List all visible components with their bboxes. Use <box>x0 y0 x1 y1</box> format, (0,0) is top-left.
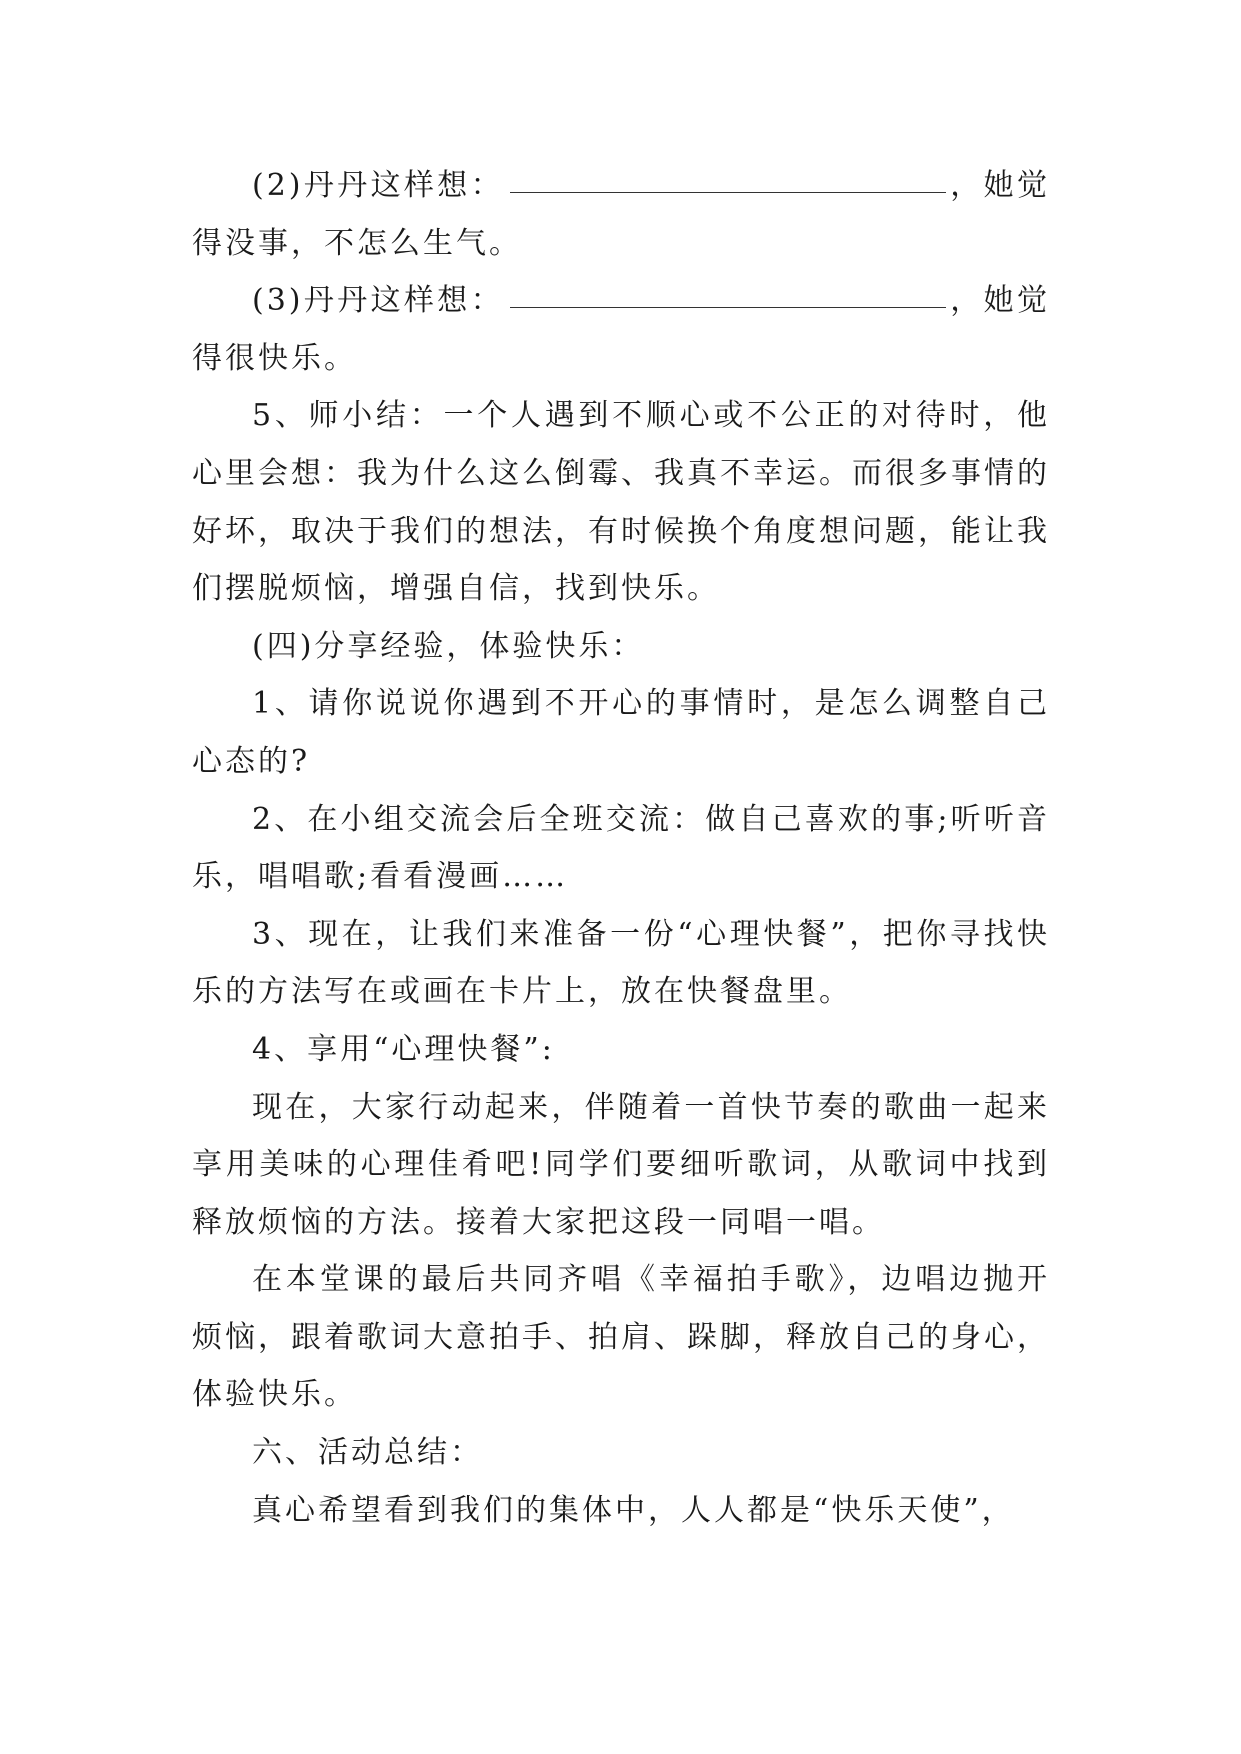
paragraph-fill-in-2 <box>192 157 1050 272</box>
paragraph-text-lead: (2)丹丹这样想： <box>252 168 504 203</box>
fill-in-blank <box>510 191 946 193</box>
document-body <box>192 157 1050 1539</box>
section-heading-activity-summary: 六、活动总结： <box>252 1435 483 1471</box>
paragraph-item-4: 4、享用“心理快餐”: <box>252 1031 555 1067</box>
paragraph-text-tail: ，她觉得没事，不怎么生气。 <box>192 168 1051 261</box>
paragraph-text-tail: ，她觉得很快乐。 <box>192 283 1051 376</box>
paragraph-fill-in-3 <box>192 272 1050 387</box>
paragraph-teacher-summary: 5、师小结：一个人遇到不顺心或不公正的对待时，他心里会想：我为什么这么倒霉、我真不幸运。而很多事情的好坏，取决于我们的想法，有时候换个角度想问题，能让我们摆脱烦恼，增强自信，找到快乐。 <box>192 398 1050 607</box>
paragraph-text-lead: (3)丹丹这样想： <box>252 283 504 319</box>
paragraph-final-wish: 真心希望看到我们的集体中，人人都是“快乐天使”， <box>252 1492 1015 1528</box>
paragraph-closing-song: 在本堂课的最后共同齐唱《幸福拍手歌》，边唱边抛开烦恼，跟着歌词大意拍手、拍肩、跺脚，释放自己的身心，体验快乐。 <box>192 1262 1050 1413</box>
paragraph-song-activity: 现在，大家行动起来，伴随着一首快节奏的歌曲一起来享用美味的心理佳肴吧!同学们要细听歌词，从歌词中找到释放烦恼的方法。接着大家把这段一同唱一唱。 <box>192 1089 1050 1240</box>
section-heading-share-experience: (四)分享经验，体验快乐： <box>252 628 645 664</box>
paragraph-item-2: 2、在小组交流会后全班交流：做自己喜欢的事;听听音乐，唱唱歌;看看漫画…… <box>192 801 1050 895</box>
paragraph-item-3: 3、现在，让我们来准备一份“心理快餐”，把你寻找快乐的方法写在或画在卡片上，放在快餐盘里。 <box>192 916 1050 1010</box>
fill-in-blank <box>510 306 946 308</box>
paragraph-item-1: 1、请你说说你遇到不开心的事情时，是怎么调整自己心态的? <box>192 686 1050 779</box>
